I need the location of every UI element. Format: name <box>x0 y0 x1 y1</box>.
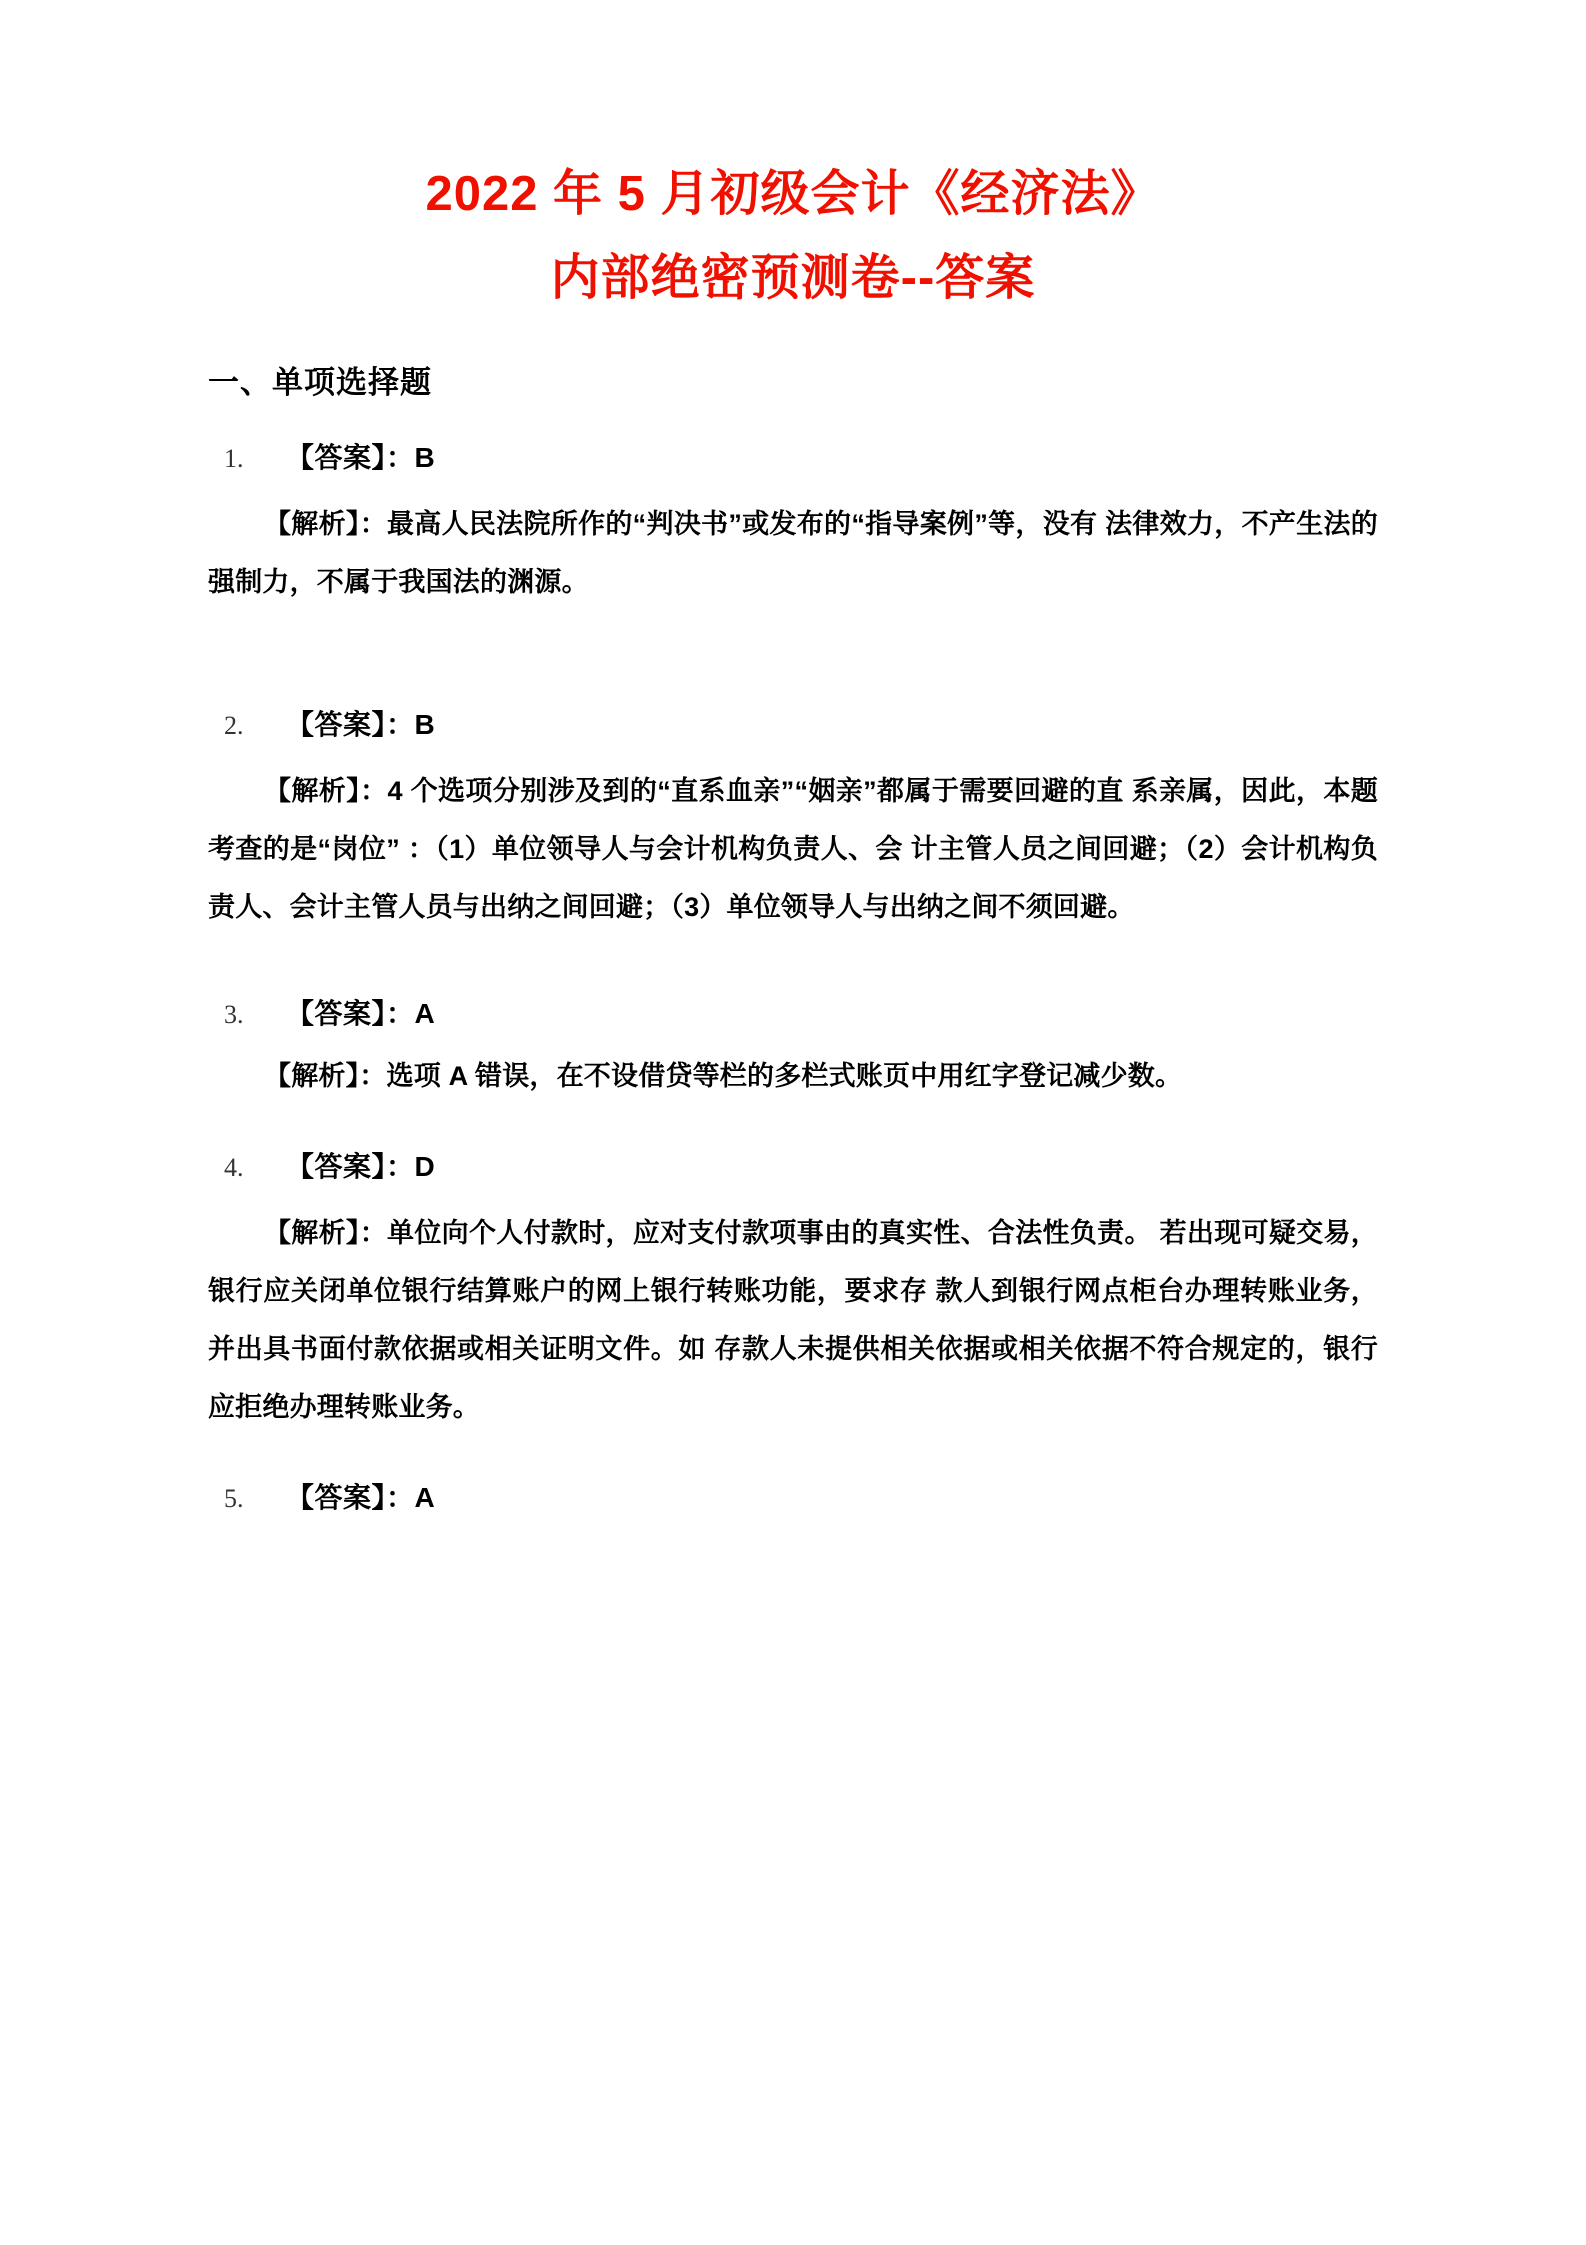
spacer <box>208 1105 1378 1115</box>
document-title-block <box>208 0 1378 320</box>
spacer <box>208 936 1378 962</box>
explanation-text: 【解析】：选项 A 错误，在不设借贷等栏的多栏式账页中用红字登记减少数。 <box>264 1061 1183 1091</box>
spacer <box>208 1436 1378 1446</box>
answer-text: 【答案】：D <box>286 1151 436 1182</box>
answer-line <box>224 1145 1378 1190</box>
answer-line <box>224 1476 1378 1521</box>
explanation-text: 【解析】：单位向个人付款时，应对支付款项事由的真实性、合法性负责。 若出现可疑交易，银行应关闭单位银行结算账户的网上银行转账功能，要求存 款人到银行网点柜台办理转账业务，并出具书面付款依据或相关证明文件。如 存款人未提供相关依据或相关依据不符合规定的，银行应拒绝办理转账业务。 <box>208 1218 1378 1422</box>
answer-text: 【答案】：A <box>286 998 436 1029</box>
question-answer-2 <box>208 703 1378 936</box>
question-number: 3. <box>224 1000 244 1029</box>
question-answer-5 <box>208 1476 1378 1521</box>
answer-text: 【答案】：A <box>286 1482 436 1513</box>
page-title-line-1: 2022 年 5 月初级会计《经济法》 <box>425 167 1161 221</box>
section-heading-single-choice: 一、单项选择题 <box>208 365 432 400</box>
question-answer-4 <box>208 1145 1378 1436</box>
explanation-text: 【解析】：最高人民法院所作的“判决书”或发布的“指导案例”等，没有 法律效力，不产生法的强制力，不属于我国法的渊源。 <box>208 509 1378 597</box>
question-number: 2. <box>224 711 244 740</box>
answer-text: 【答案】：B <box>286 709 436 740</box>
question-answer-1 <box>208 436 1378 611</box>
question-number: 5. <box>224 1484 244 1513</box>
question-answer-3 <box>208 992 1378 1105</box>
question-number: 4. <box>224 1153 244 1182</box>
answer-line <box>224 992 1378 1037</box>
explanation-text: 【解析】：4 个选项分别涉及到的“直系血亲”“姻亲”都属于需要回避的直 系亲属，因此，本题考查的是“岗位” ：（1）单位领导人与会计机构负责人、会 计主管人员之间回避；（2）会计机构负责人、会计主管人员与出纳之间回避；（3）单位领导人与出纳之间不须回避。 <box>208 776 1378 922</box>
answer-text: 【答案】：B <box>286 442 436 473</box>
page-title-line-2: 内部绝密预测卷--答案 <box>550 251 1036 305</box>
answer-line <box>224 703 1378 748</box>
answer-line <box>224 436 1378 481</box>
spacer <box>208 611 1378 673</box>
question-number: 1. <box>224 444 244 473</box>
